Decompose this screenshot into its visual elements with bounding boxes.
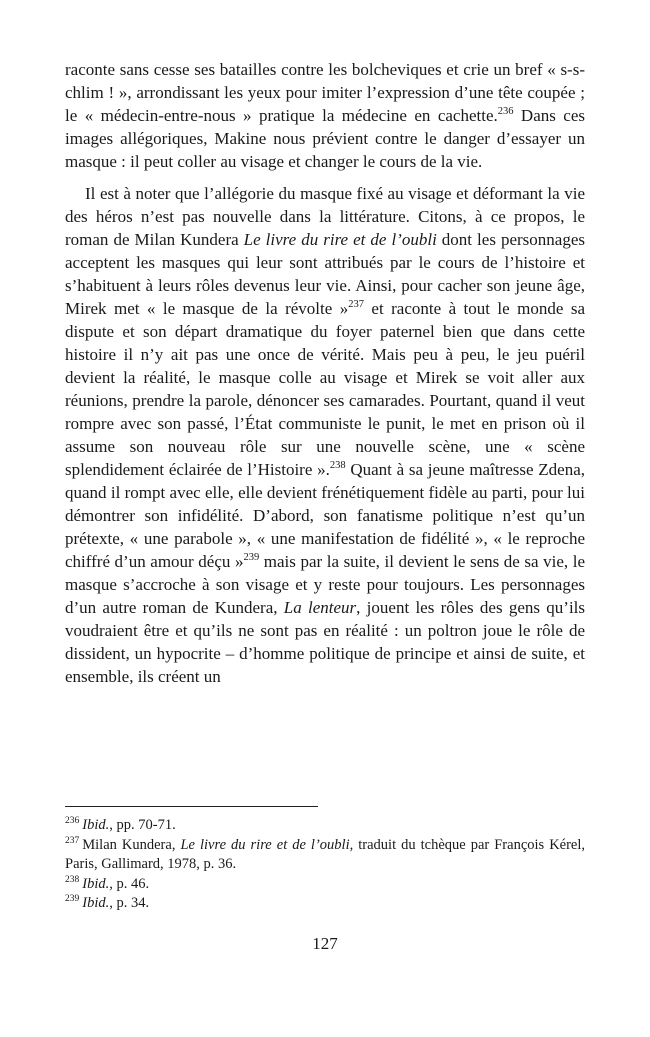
footnote-239 (65, 894, 585, 914)
footnote-text: , p. 34. (109, 895, 150, 911)
text-run: Il est à noter que l’allégorie du masque fixé au visage et déformant la vie des héros n’est pas nouvelle dans la littérature. Citons, à ce propos, le roman de Milan Kundera (65, 184, 585, 249)
page-number: 127 (312, 934, 338, 953)
footnote-text: Milan Kundera, (82, 836, 181, 853)
text-run: , jouent les rôles des gens qu’ils voudraient être et qu’ils ne sont pas en réalité : un poltron joue le rôle de dissident, un hypocrite – d’homme politique de principe et ainsi de suite, et ensemble, ils créent un (65, 598, 586, 686)
book-title: Le livre du rire et de l’oubli (243, 230, 437, 249)
footnote-ibid: Ibid. (82, 875, 110, 892)
footnote-237 (65, 836, 585, 875)
footnote-separator (65, 806, 318, 807)
footnote-text: , traduit du tchèque par François Kérel, Paris, Gallimard, 1978, p. 36. (65, 836, 586, 872)
text-run: et raconte à tout le monde sa dispute et son départ dramatique du foyer paternel bien que dans cette histoire il n’y ait pas une once de vérité. Mais peu à peu, le jeu puéril devient la réalité, le masque colle au visage et Mirek se voit aller aux réunions, prendre la parole, dénoncer ses camarades. Pourtant, quand il veut rompre avec son passé, l’État communiste le punit, le met en prison où il assume son nouveau rôle sur une nouvelle scène, une « scène splendidement éclairée de l’Histoire ». (65, 299, 586, 479)
footnote-ref-236[interactable]: 236 (497, 106, 514, 117)
text-run: Quant à sa jeune maîtresse Zdena, quand il rompt avec elle, elle devient frénétiquement fidèle au parti, pour lui démontrer son infidélité. D’abord, son fanatisme politique n’est qu’un prétexte, « une parabole », « une manifestation de fidélité », « le reproche chiffré d’un amour déçu » (65, 460, 585, 571)
book-title: La lenteur (283, 598, 357, 617)
footnote-236 (65, 816, 585, 836)
footnote-ref-237[interactable]: 237 (348, 299, 364, 310)
footnote-number: 238 (65, 874, 80, 885)
footnote-238 (65, 875, 585, 895)
footnote-number: 237 (65, 835, 80, 846)
footnote-number: 236 (65, 816, 80, 826)
text-run: dont les personnages acceptent les masques qui leur sont attribués par le cours de l’histoire et s’habituent à leurs rôles devenus leur vie. Ainsi, pour cacher son jeune âge, Mirek met « le masque de la révolte » (65, 230, 585, 318)
footnote-ref-239[interactable]: 239 (243, 552, 260, 563)
paragraph-1 (65, 58, 585, 173)
footnotes (65, 816, 585, 914)
book-title: Le livre du rire et de l’oubli (180, 836, 350, 853)
footnote-text: , p. 46. (109, 875, 150, 892)
footnote-ibid: Ibid. (82, 895, 110, 911)
text-run: mais par la suite, il devient le sens de sa vie, le masque s’accroche à son visage et y reste pour toujours. Les personnages d’un autre roman de Kundera, (65, 552, 585, 617)
text-run: Dans ces images allégoriques, Makine nous prévient contre le danger d’essayer un masque : il peut coller au visage et changer le cours de la vie. (65, 106, 585, 171)
paragraph-2 (65, 182, 585, 688)
text-run: raconte sans cesse ses batailles contre les bolcheviques et crie un bref « s-s-chlim ! », arrondissant les yeux pour imiter l’expression d’une tête coupée ; le « médecin-entre-nous » pratique la médecine en cachette. (65, 60, 585, 125)
footnote-text: , pp. 70-71. (109, 817, 176, 833)
page-body (65, 58, 585, 688)
footnote-ibid: Ibid. (82, 817, 110, 833)
footnote-number: 239 (65, 894, 80, 904)
footnote-ref-238[interactable]: 238 (329, 460, 346, 471)
